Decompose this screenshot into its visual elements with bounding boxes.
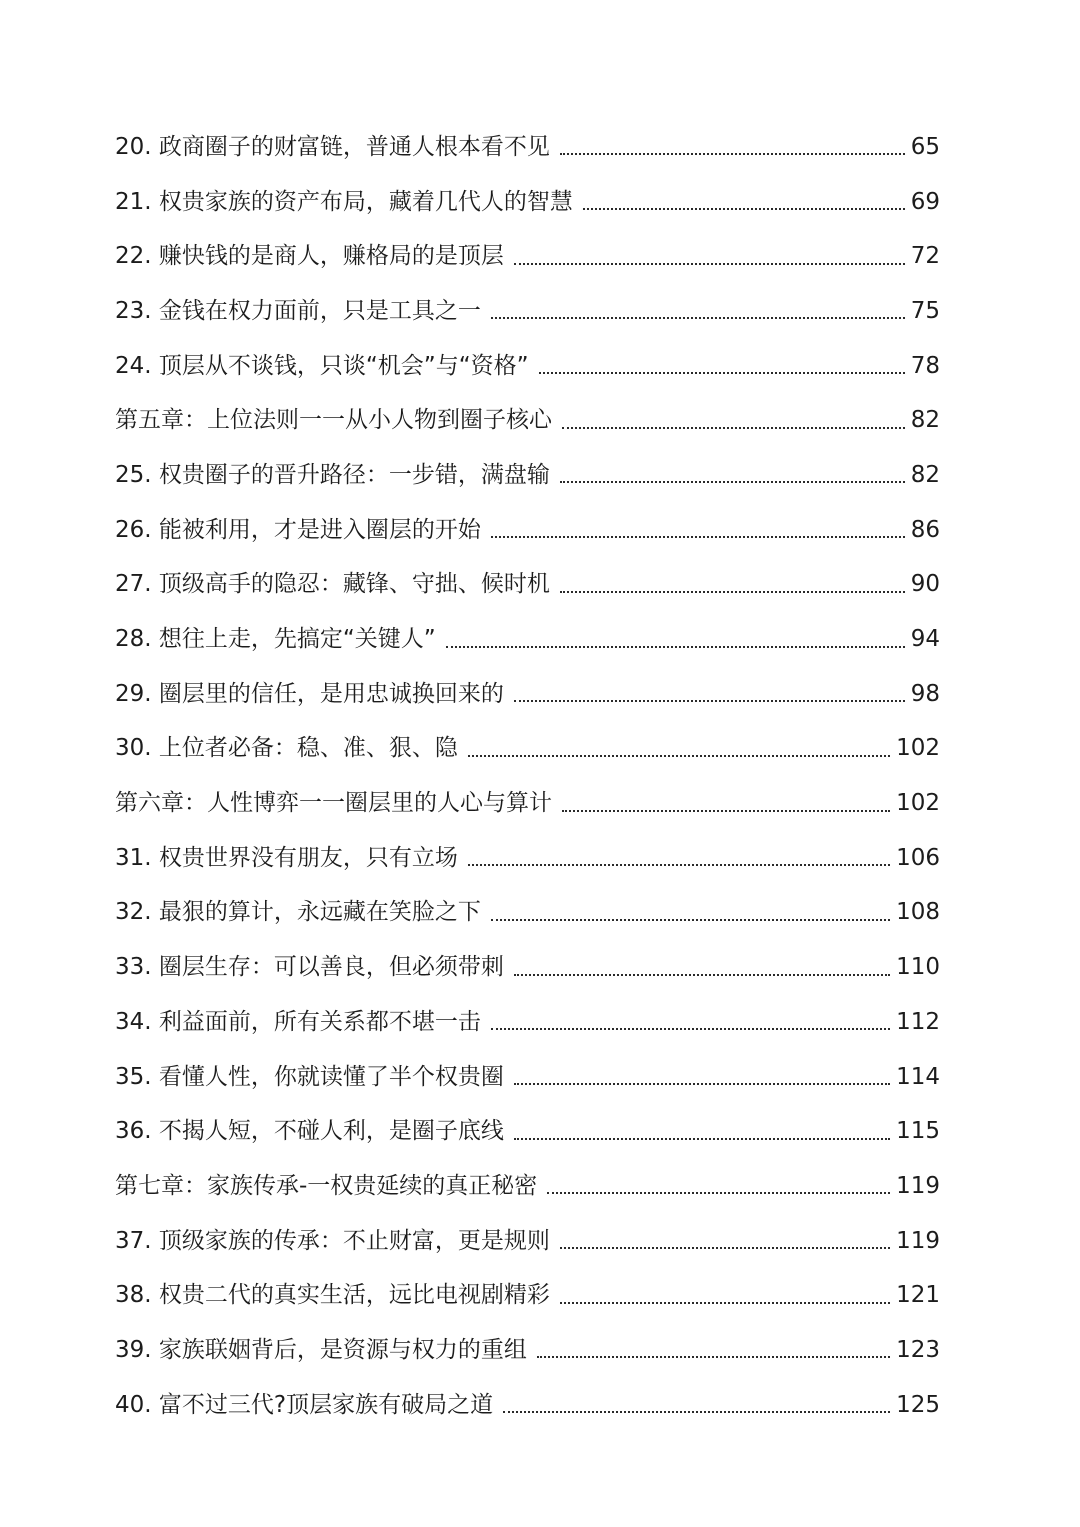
toc-entry — [115, 1268, 940, 1323]
table-of-contents — [115, 120, 940, 1433]
dot-leader — [491, 317, 905, 319]
toc-entry — [115, 229, 940, 284]
toc-entry-page: 121 — [896, 1282, 940, 1309]
toc-entry-title: 35. 看懂人性，你就读懂了半个权贵圈 — [115, 1063, 504, 1090]
toc-entry-title: 34. 利益面前，所有关系都不堪一击 — [115, 1008, 481, 1035]
toc-entry-page: 98 — [910, 680, 940, 707]
toc-entry-page: 102 — [896, 735, 940, 762]
toc-entry-page: 114 — [896, 1063, 940, 1090]
dot-leader — [560, 153, 905, 155]
toc-entry-title: 27. 顶级高手的隐忍：藏锋、守拙、候时机 — [115, 571, 550, 598]
toc-entry — [115, 831, 940, 886]
toc-entry-page: 65 — [910, 133, 940, 160]
dot-leader — [468, 755, 890, 757]
toc-chapter-heading — [115, 393, 940, 448]
toc-entry-page: 82 — [910, 461, 940, 488]
toc-entry-page: 94 — [910, 626, 940, 653]
dot-leader — [560, 1302, 890, 1304]
toc-entry-title: 28. 想往上走，先搞定“关键人” — [115, 626, 436, 653]
dot-leader — [514, 1138, 890, 1140]
toc-entry-title: 38. 权贵二代的真实生活，远比电视剧精彩 — [115, 1282, 550, 1309]
toc-entry-page: 125 — [896, 1391, 940, 1418]
toc-entry — [115, 612, 940, 667]
dot-leader — [514, 1083, 890, 1085]
dot-leader — [547, 1192, 890, 1194]
toc-entry-page: 108 — [896, 899, 940, 926]
dot-leader — [583, 208, 905, 210]
dot-leader — [537, 1356, 890, 1358]
dot-leader — [514, 263, 905, 265]
toc-chapter-heading — [115, 1159, 940, 1214]
toc-entry-title: 第六章：人性博弈一一圈层里的人心与算计 — [115, 790, 552, 817]
toc-entry-title: 32. 最狠的算计，永远藏在笑脸之下 — [115, 899, 481, 926]
dot-leader — [562, 427, 905, 429]
dot-leader — [560, 591, 905, 593]
toc-entry-page: 119 — [896, 1227, 940, 1254]
toc-entry-page: 90 — [910, 571, 940, 598]
toc-entry-page: 115 — [896, 1118, 940, 1145]
toc-entry-page: 123 — [896, 1336, 940, 1363]
toc-entry-title: 第七章：家族传承-一权贵延续的真正秘密 — [115, 1172, 538, 1199]
toc-entry-title: 39. 家族联姻背后，是资源与权力的重组 — [115, 1336, 527, 1363]
dot-leader — [560, 481, 905, 483]
toc-entry — [115, 558, 940, 613]
toc-entry-page: 86 — [910, 516, 940, 543]
toc-entry — [115, 667, 940, 722]
toc-entry-title: 22. 赚快钱的是商人，赚格局的是顶层 — [115, 243, 504, 270]
toc-entry-page: 72 — [910, 243, 940, 270]
toc-entry — [115, 940, 940, 995]
toc-entry — [115, 1104, 940, 1159]
dot-leader — [560, 1247, 890, 1249]
toc-entry-page: 82 — [910, 407, 940, 434]
toc-entry-title: 36. 不揭人短，不碰人利，是圈子底线 — [115, 1118, 504, 1145]
toc-entry-title: 20. 政商圈子的财富链，普通人根本看不见 — [115, 133, 550, 160]
toc-entry — [115, 120, 940, 175]
toc-entry-page: 78 — [910, 352, 940, 379]
toc-entry-page: 102 — [896, 790, 940, 817]
toc-entry-title: 37. 顶级家族的传承：不止财富，更是规则 — [115, 1227, 550, 1254]
dot-leader — [539, 372, 905, 374]
toc-entry-page: 119 — [896, 1172, 940, 1199]
toc-entry-title: 24. 顶层从不谈钱，只谈“机会”与“资格” — [115, 352, 529, 379]
toc-entry-title: 21. 权贵家族的资产布局，藏着几代人的智慧 — [115, 188, 573, 215]
toc-entry-page: 110 — [896, 954, 940, 981]
dot-leader — [491, 919, 890, 921]
dot-leader — [491, 536, 905, 538]
toc-entry — [115, 1050, 940, 1105]
toc-entry — [115, 722, 940, 777]
toc-entry-title: 第五章：上位法则一一从小人物到圈子核心 — [115, 407, 552, 434]
toc-entry-page: 112 — [896, 1008, 940, 1035]
toc-entry-page: 69 — [910, 188, 940, 215]
toc-entry — [115, 886, 940, 941]
dot-leader — [491, 1028, 890, 1030]
toc-entry — [115, 1214, 940, 1269]
toc-entry-page: 75 — [910, 297, 940, 324]
toc-entry — [115, 175, 940, 230]
toc-entry — [115, 503, 940, 558]
toc-entry — [115, 448, 940, 503]
dot-leader — [514, 974, 890, 976]
dot-leader — [514, 700, 905, 702]
toc-entry — [115, 995, 940, 1050]
toc-entry — [115, 1323, 940, 1378]
toc-entry-title: 31. 权贵世界没有朋友，只有立场 — [115, 844, 458, 871]
dot-leader — [562, 810, 890, 812]
toc-entry-title: 29. 圈层里的信任，是用忠诚换回来的 — [115, 680, 504, 707]
dot-leader — [503, 1411, 890, 1413]
toc-entry — [115, 1378, 940, 1433]
toc-entry-title: 30. 上位者必备：稳、准、狠、隐 — [115, 735, 458, 762]
toc-entry-title: 25. 权贵圈子的晋升路径：一步错，满盘输 — [115, 461, 550, 488]
dot-leader — [468, 864, 890, 866]
toc-entry — [115, 339, 940, 394]
toc-entry — [115, 284, 940, 339]
toc-entry-title: 33. 圈层生存：可以善良，但必须带刺 — [115, 954, 504, 981]
toc-chapter-heading — [115, 776, 940, 831]
toc-entry-title: 26. 能被利用，才是进入圈层的开始 — [115, 516, 481, 543]
toc-entry-page: 106 — [896, 844, 940, 871]
toc-entry-title: 40. 富不过三代?顶层家族有破局之道 — [115, 1391, 494, 1418]
dot-leader — [446, 646, 905, 648]
toc-entry-title: 23. 金钱在权力面前，只是工具之一 — [115, 297, 481, 324]
